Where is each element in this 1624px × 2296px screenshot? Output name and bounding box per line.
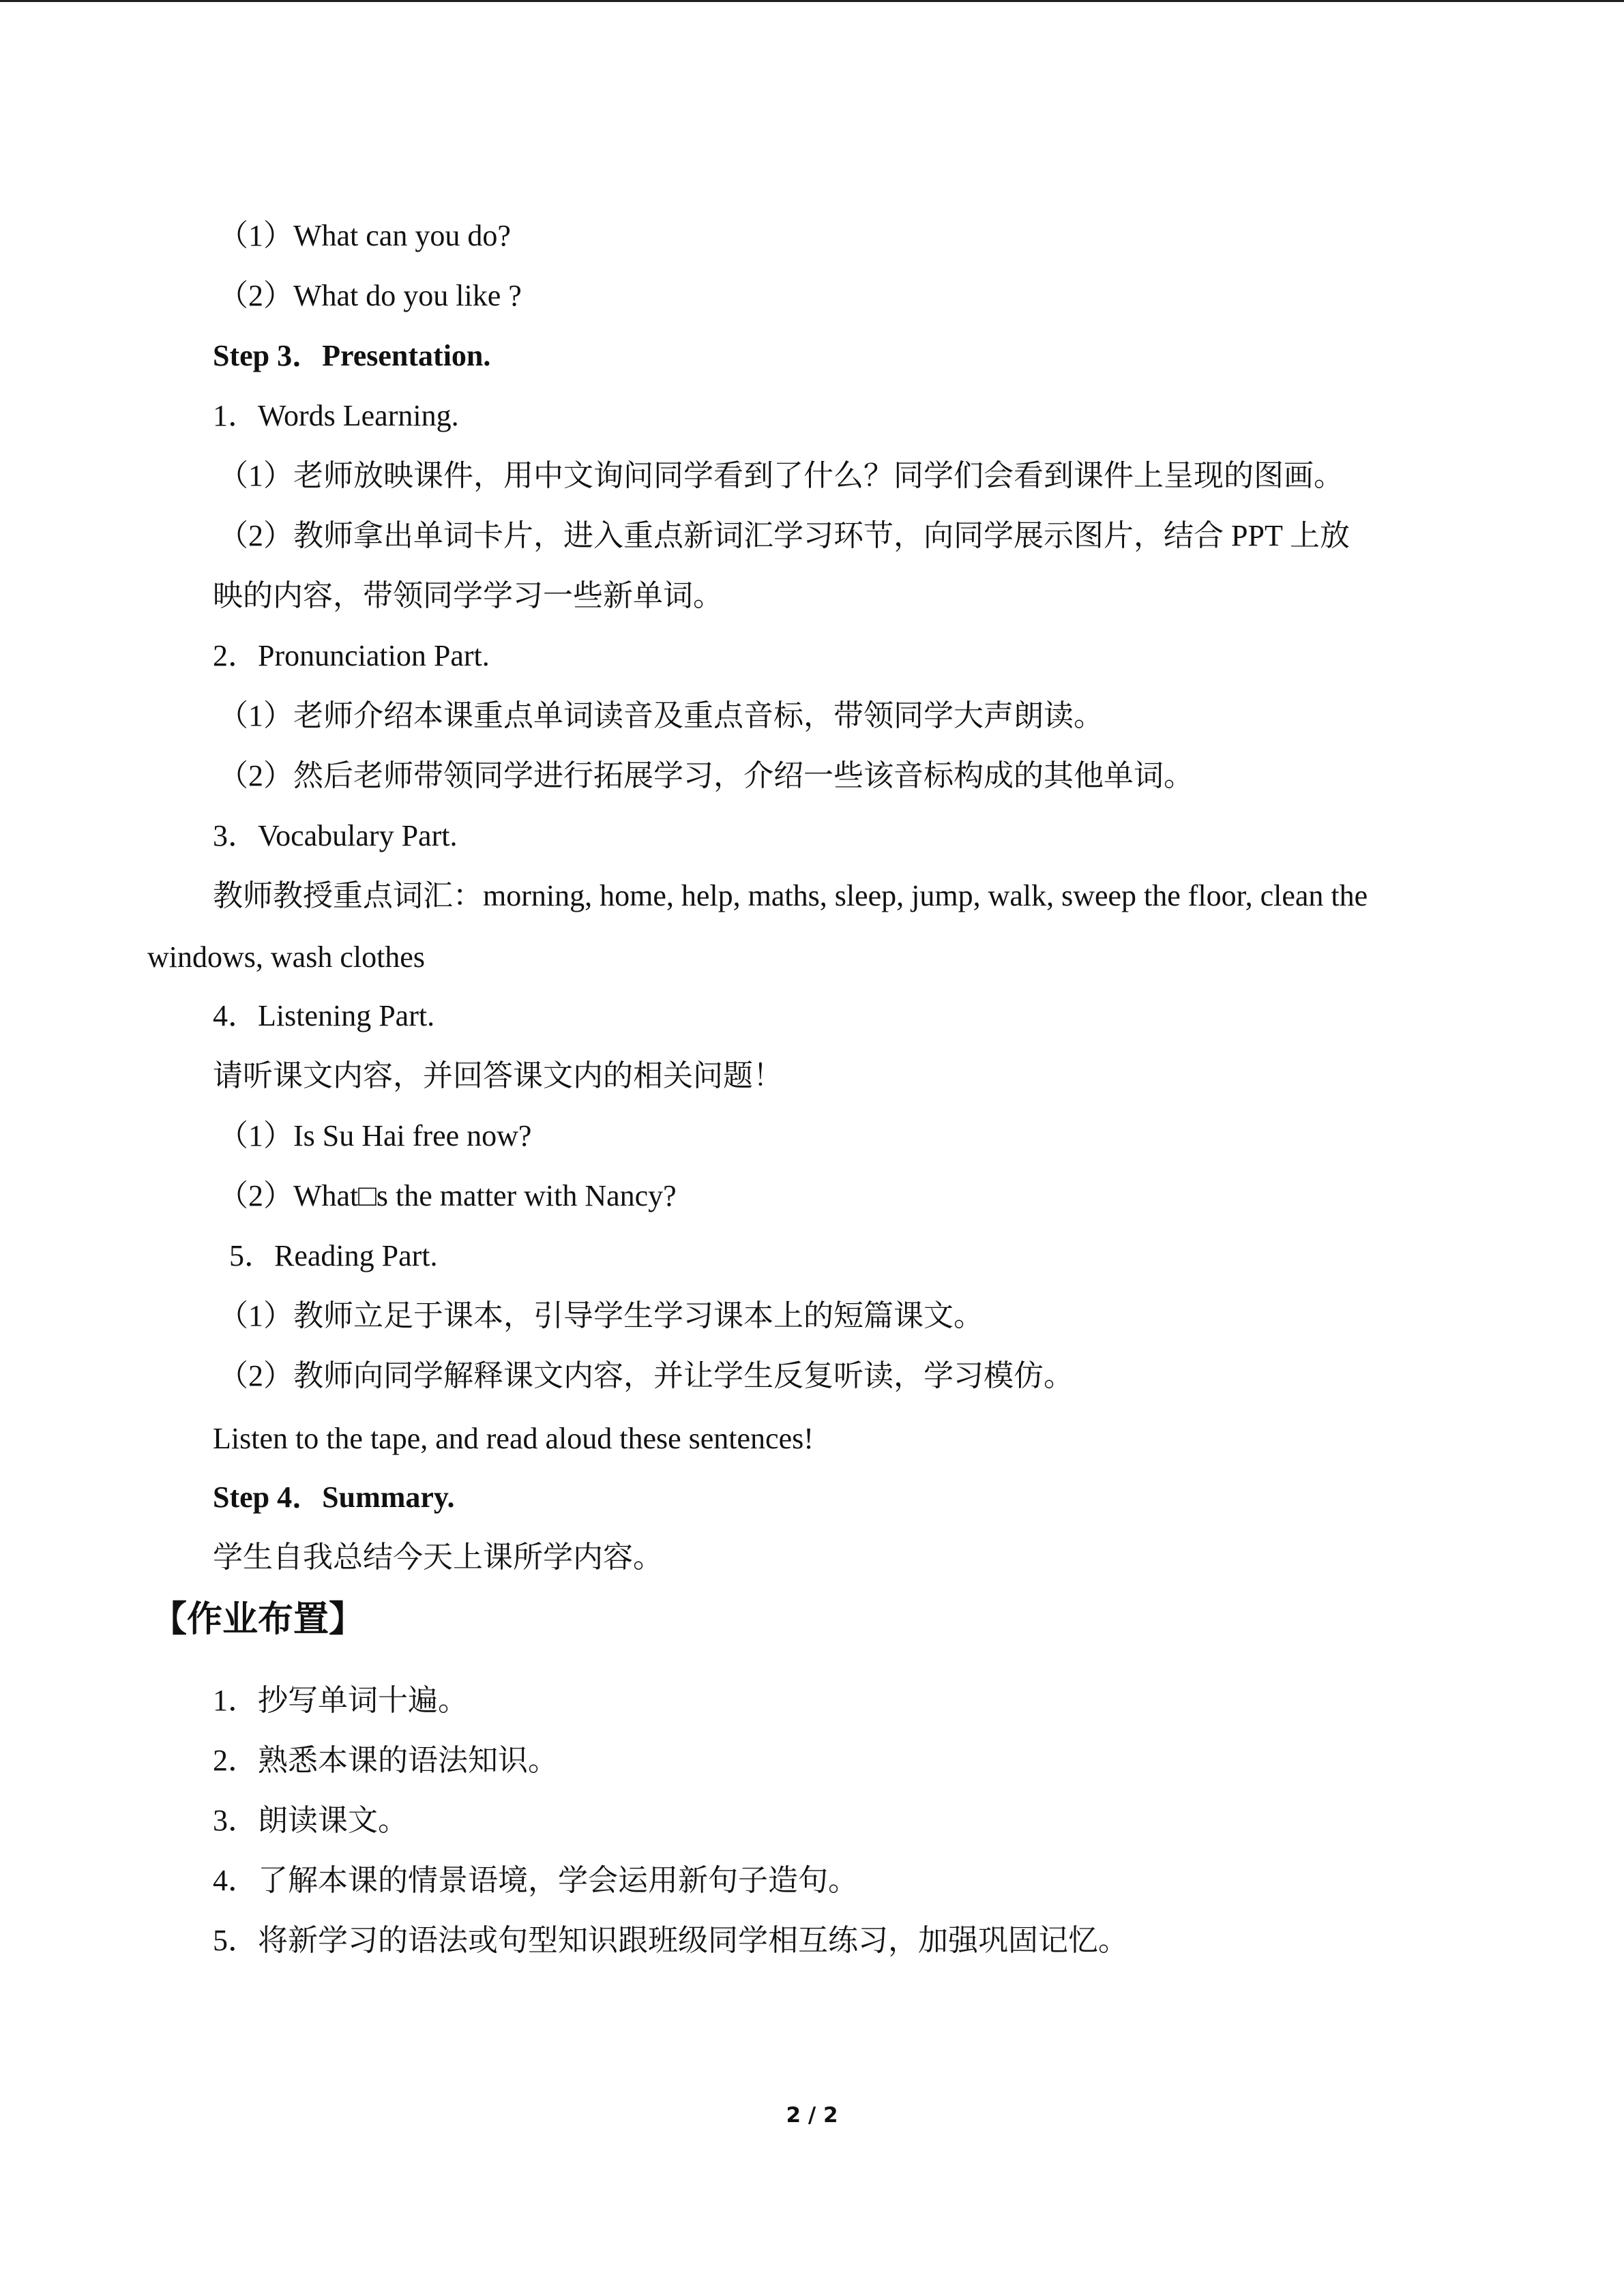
question-line: （1）Is Su Hai free now?	[218, 1119, 532, 1152]
paragraph-line: windows, wash clothes	[147, 940, 425, 974]
step-heading: Step 4．Summary.	[213, 1480, 455, 1514]
homework-item: 3．朗读课文。	[213, 1804, 408, 1837]
subsection-title: 5．Reading Part.	[229, 1239, 438, 1272]
subsection-title: 3．Vocabulary Part.	[213, 819, 458, 852]
question-line: （2）What do you like ?	[218, 279, 522, 312]
paragraph-line: 映的内容，带领同学学习一些新单词。	[213, 579, 723, 612]
paragraph-line: （1）老师介绍本课重点单词读音及重点音标，带领同学大声朗读。	[218, 699, 1104, 732]
paragraph-line: （2）然后老师带领同学进行拓展学习，介绍一些该音标构成的其他单词。	[218, 759, 1194, 792]
paragraph-line: 学生自我总结今天上课所学内容。	[213, 1540, 663, 1574]
paragraph-line: （1）老师放映课件，用中文询问同学看到了什么？同学们会看到课件上呈现的图画。	[218, 459, 1344, 492]
question-line: （1）What can you do?	[218, 219, 511, 252]
paragraph-line: （1）教师立足于课本，引导学生学习课本上的短篇课文。	[218, 1299, 984, 1332]
paragraph-line: 请听课文内容，并回答课文内的相关问题！	[213, 1059, 783, 1092]
homework-item: 4．了解本课的情景语境，学会运用新句子造句。	[213, 1864, 858, 1897]
homework-item: 5．将新学习的语法或句型知识跟班级同学相互练习，加强巩固记忆。	[213, 1924, 1128, 1957]
step-heading: Step 3．Presentation.	[213, 339, 491, 372]
paragraph-line: （2）教师拿出单词卡片，进入重点新词汇学习环节，向同学展示图片，结合 PPT 上放	[218, 519, 1350, 552]
paragraph-line: 教师教授重点词汇：morning, home, help, maths, sleep, jump, walk, sweep the floor, clean the	[213, 879, 1368, 912]
homework-item: 1．抄写单词十遍。	[213, 1684, 468, 1717]
paragraph-line: （2）教师向同学解释课文内容，并让学生反复听读，学习模仿。	[218, 1359, 1074, 1392]
subsection-title: 4．Listening Part.	[213, 999, 435, 1032]
question-line: （2）What□s the matter with Nancy?	[218, 1179, 677, 1212]
page-number: 2 / 2	[786, 2103, 838, 2128]
subsection-title: 1．Words Learning.	[213, 399, 459, 432]
homework-heading: 【作业布置】	[151, 1599, 365, 1640]
homework-item: 2．熟悉本课的语法知识。	[213, 1744, 558, 1777]
paragraph-line: Listen to the tape, and read aloud these sentences!	[213, 1422, 814, 1455]
subsection-title: 2．Pronunciation Part.	[213, 639, 490, 672]
top-border-rule	[0, 0, 1624, 2]
